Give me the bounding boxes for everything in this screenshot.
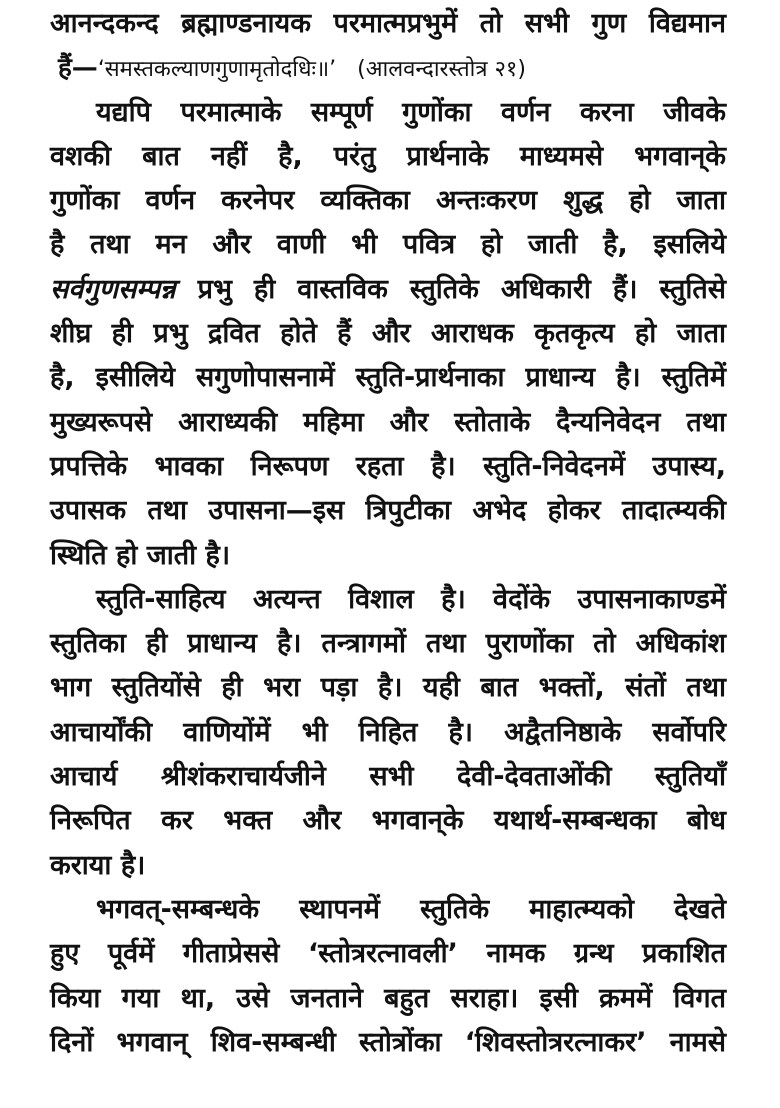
text-line: भाग स्तुतियोंसे ही भरा पड़ा है। यही बात भक्तों, संतों तथा (50, 672, 726, 704)
text-line: वशकी बात नहीं है, परंतु प्रार्थनाके माध्यमसे भगवान्‌के (50, 140, 726, 172)
text-line: किया गया था, उसे जनताने बहुत सराहा। इसी क्रममें विगत (50, 982, 726, 1014)
paragraph-start-line: यद्यपि परमात्माके सम्पूर्ण गुणोंका वर्णन करना जीवके (96, 96, 726, 128)
quote-prefix: हैं— (58, 53, 98, 84)
text-line: गुणोंका वर्णन करनेपर व्यक्तिका अन्तःकरण शुद्ध हो जाता (50, 185, 726, 217)
text-line: प्रपत्तिके भावका निरूपण रहता है। स्तुति-निवेदनमें उपास्य, (50, 450, 726, 482)
text-line: उपासक तथा उपासना—इस त्रिपुटीका अभेद होकर तादात्म्यकी (50, 495, 726, 527)
document-page (50, 2, 726, 1102)
source-reference: (आलवन्दारस्तोत्र २१) (357, 57, 526, 83)
text-line (50, 268, 726, 312)
paragraph-start-line: स्तुति-साहित्य अत्यन्त विशाल है। वेदोंके उपासनाकाण्डमें (96, 583, 726, 615)
text-line: मुख्यरूपसे आराध्यकी महिमा और स्तोताके दैन्यनिवेदन तथा (50, 406, 726, 438)
sanskrit-quote: ‘समस्तकल्याणगुणामृतोदधिः॥’ (97, 57, 337, 83)
text-line: है तथा मन और वाणी भी पवित्र हो जाती है, इसलिये (50, 229, 726, 261)
text-line: आनन्दकन्द ब्रह्माण्डनायक परमात्मप्रभुमें तो सभी गुण विद्यमान (50, 8, 726, 39)
text-line: शीघ्र ही प्रभु द्रवित होते हैं और आराधक कृतकृत्य हो जाता (50, 318, 726, 350)
text-line: आचार्योंकी वाणियोंमें भी निहित है। अद्वैतनिष्ठाके सर्वोपरि (50, 716, 726, 748)
paragraph-end-line: कराया है। (50, 849, 146, 881)
text-line: हुए पूर्वमें गीताप्रेससे ‘स्तोत्ररत्नावली’ नामक ग्रन्थ प्रकाशित (50, 938, 726, 970)
text-line: दिनों भगवान् शिव-सम्बन्धी स्तोत्रोंका ‘शिवस्तोत्ररत्नाकर’ नामसे (50, 1026, 726, 1058)
italic-phrase: सर्वगुणसम्पन्न (50, 273, 176, 305)
quote-line (50, 46, 726, 90)
text-line: निरूपित कर भक्त और भगवान्‌के यथार्थ-सम्बन्धका बोध (50, 805, 726, 837)
text-span: प्रभु ही वास्तविक स्तुतिके अधिकारी हैं। स्तुतिसे (175, 273, 726, 305)
text-line: आचार्य श्रीशंकराचार्यजीने सभी देवी-देवताओंकी स्तुतियाँ (50, 761, 726, 793)
text-line: है, इसीलिये सगुणोपासनामें स्तुति-प्रार्थनाका प्राधान्य है। स्तुतिमें (50, 362, 726, 394)
paragraph-end-line: स्थिति हो जाती है। (50, 539, 231, 571)
paragraph-start-line: भगवत्-सम्बन्धके स्थापनमें स्तुतिके माहात्म्यको देखते (96, 893, 726, 925)
text-line: स्तुतिका ही प्राधान्य है। तन्त्रागमों तथा पुराणोंका तो अधिकांश (50, 628, 726, 660)
